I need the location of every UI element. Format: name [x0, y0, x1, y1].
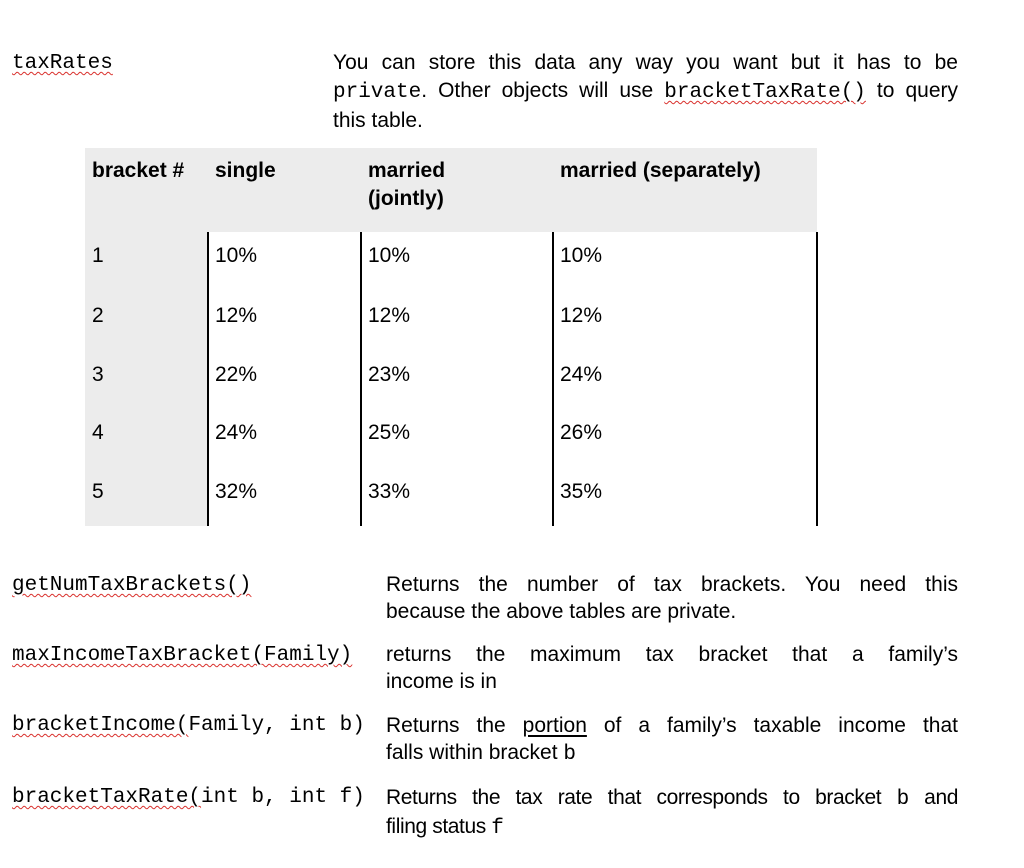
column-divider	[207, 232, 209, 526]
section-description	[333, 49, 958, 135]
method-name-text: bracketTaxRate(	[12, 786, 202, 809]
cell-bracket: 3	[92, 363, 104, 386]
cell-separately: 26%	[560, 421, 603, 444]
method-description	[386, 571, 958, 625]
cell-separately: 12%	[560, 304, 603, 327]
header-bracket: bracket #	[92, 159, 185, 182]
method-description-line	[386, 712, 958, 739]
cell-bracket: 4	[92, 421, 104, 444]
cell-single: 32%	[215, 480, 258, 503]
method-description-line: because the above tables are private.	[386, 600, 737, 623]
cell-separately: 10%	[560, 244, 603, 267]
desc-code: f	[491, 817, 504, 840]
cell-jointly: 23%	[368, 363, 411, 386]
cell-jointly: 33%	[368, 480, 411, 503]
method-description-line	[386, 739, 958, 768]
method-name-text: maxIncomeTaxBracket(Family)	[12, 644, 353, 667]
column-divider	[816, 232, 818, 526]
header-single: single	[215, 159, 276, 182]
method-description-line: Returns the number of tax brackets. You need this	[386, 573, 958, 596]
desc-text: . Other objects will use	[421, 79, 665, 102]
cell-separately: 24%	[560, 363, 603, 386]
cell-bracket: 5	[92, 480, 104, 503]
method-name-params: int b, int f)	[201, 786, 365, 809]
cell-bracket: 2	[92, 304, 104, 327]
method-name	[12, 714, 365, 737]
method-description-line	[386, 813, 958, 842]
cell-single: 24%	[215, 421, 258, 444]
cell-jointly: 12%	[368, 304, 411, 327]
method-description	[386, 712, 958, 768]
desc-text: and	[908, 786, 959, 809]
desc-text: to query this table.	[333, 79, 958, 132]
method-name: getNumTaxBrackets()	[12, 574, 252, 597]
cell-jointly: 25%	[368, 421, 411, 444]
method-description-line: returns the maximum tax bracket that a family’s	[386, 643, 958, 666]
column-divider	[360, 232, 362, 526]
desc-text: of a family’s taxable income that	[586, 714, 958, 737]
desc-code-method: bracketTaxRate()	[664, 81, 866, 104]
desc-text: Returns the	[386, 714, 523, 737]
desc-text: You can store this data any way you want but it has to be	[333, 51, 958, 74]
desc-text: Returns the tax rate that corresponds to bracket	[386, 786, 897, 809]
method-name-text: bracketIncome(	[12, 714, 189, 737]
method-name	[12, 786, 365, 809]
header-married-separately: married (separately)	[560, 159, 761, 182]
desc-text: falls within bracket	[386, 741, 564, 764]
cell-bracket: 1	[92, 244, 104, 267]
column-divider	[552, 232, 554, 526]
method-description	[386, 641, 958, 695]
method-name-params: Family, int b)	[188, 714, 365, 737]
desc-code-private: private	[333, 81, 422, 104]
cell-single: 10%	[215, 244, 258, 267]
cell-single: 22%	[215, 363, 258, 386]
header-married-jointly: married (jointly)	[368, 159, 446, 210]
method-description-line	[386, 784, 958, 813]
cell-separately: 35%	[560, 480, 603, 503]
desc-code: b	[896, 788, 909, 811]
cell-jointly: 10%	[368, 244, 411, 267]
desc-code: b	[563, 743, 577, 766]
method-description	[386, 784, 958, 842]
method-name	[12, 644, 352, 667]
desc-text: filing status	[386, 815, 492, 838]
method-description-line: income is in	[386, 670, 497, 693]
underlined-word: portion	[522, 714, 587, 737]
cell-single: 12%	[215, 304, 258, 327]
section-title: taxRates	[12, 52, 113, 75]
